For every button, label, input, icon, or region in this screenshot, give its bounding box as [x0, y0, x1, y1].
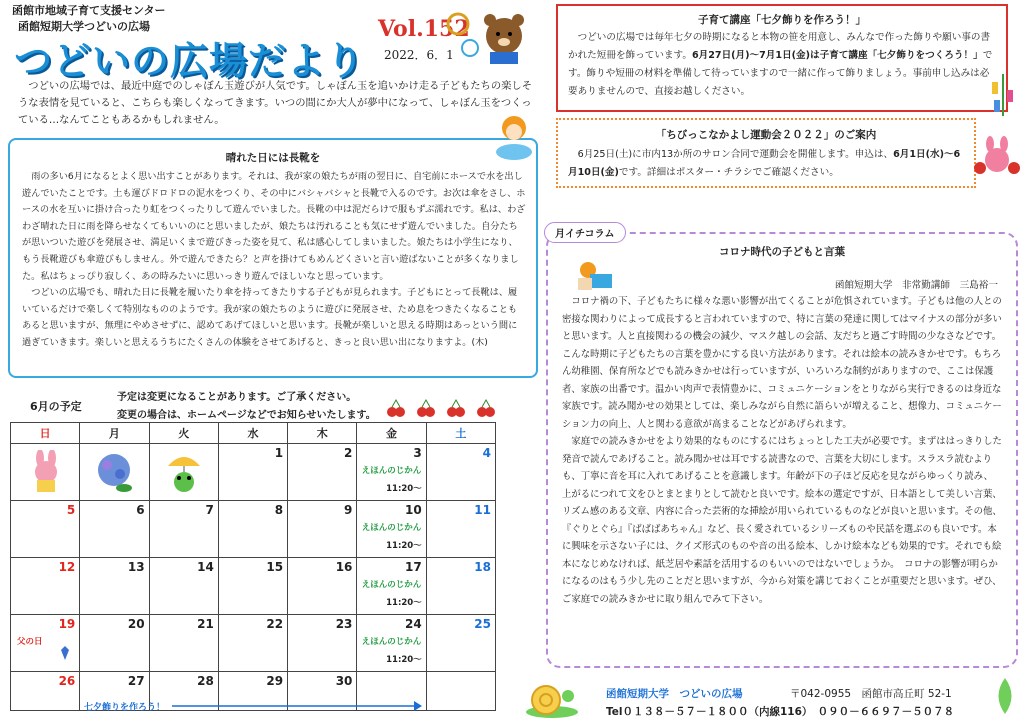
tanabata-event-label: 七夕飾りを作ろう！	[84, 703, 166, 713]
bamboo-decoration-icon	[988, 72, 1018, 118]
calendar-row	[11, 501, 496, 558]
calendar-cell	[149, 615, 218, 672]
calendar-cell	[288, 558, 357, 615]
day-number: 24	[404, 617, 422, 631]
event-time: 11:20～	[386, 655, 422, 665]
course-body-d: です。飾りや短冊の材料を準備して待っていますので一緒に作って飾りましょう。事前申し込みは必要ありませんので、直接お越しください。	[568, 50, 993, 97]
rain-article-paragraph-2: つどいの広場でも、晴れた日に長靴を履いたり傘を持ってきたりする子どもが見られます。子どもにとって長靴は、履いているだけで楽しくて特別なもののようです。我が家の娘たちのように遊びに発展させ、ため息をつきたくなることもあると思いますが、無理にやめさせずに、認めてあげてほしいと思います。長靴が楽しいと思える時期はあっという間に過ぎていきます。楽しいと思えるうちにたくさんの体験をさせてあげると、きっと良い思い出になりますよ。(木)	[22, 287, 518, 348]
calendar-cell	[288, 444, 357, 501]
footer-address: 〒042-0955 函館市高丘町 52-1	[790, 688, 952, 700]
june-calendar	[10, 422, 496, 711]
footer-name: 函館短期大学 つどいの広場	[606, 688, 743, 700]
event-time: 11:20～	[386, 484, 422, 494]
calendar-cell	[80, 444, 149, 501]
schedule-label: 6月の予定	[30, 400, 82, 413]
monthly-column-box	[546, 232, 1018, 668]
day-number: 16	[335, 560, 353, 574]
bear-and-bubbles-icon	[444, 8, 534, 66]
event-ehon: えほんのじかん	[361, 637, 422, 647]
snail-icon	[520, 676, 584, 720]
weekday-fri: 金	[357, 423, 426, 444]
calendar-cell	[11, 501, 80, 558]
calendar-row	[11, 558, 496, 615]
day-number: 7	[205, 503, 214, 517]
day-number: 26	[58, 674, 76, 688]
calendar-cell	[149, 501, 218, 558]
day-number: 25	[474, 617, 491, 631]
calendar-row	[11, 615, 496, 672]
event-ehon: えほんのじかん	[361, 466, 422, 476]
calendar-cell	[426, 501, 495, 558]
day-number: 27	[127, 674, 145, 688]
day-number: 4	[482, 446, 491, 460]
event-ehon: えほんのじかん	[361, 523, 422, 533]
calendar-cell	[80, 501, 149, 558]
column-author: 函館短期大学 非常勤講師 三島裕一	[834, 280, 998, 291]
calendar-cell	[426, 672, 495, 711]
day-number: 9	[344, 503, 353, 517]
calendar-cell	[426, 615, 495, 672]
rain-article-title: 晴れた日には長靴を	[225, 152, 321, 164]
calendar-cell	[149, 558, 218, 615]
calendar-cell	[11, 615, 80, 672]
event-time: 11:20～	[386, 541, 422, 551]
college-label: 函館短期大学つどいの広場	[18, 20, 150, 33]
intro-text: つどいの広場では、最近中庭でのしゃぼん玉遊びが人気です。しゃぼん玉を追いかけ走る子どもたちの楽しそうな表情を見ていると、こちらも楽しくなってきます。いつの間にか大人が夢中になって、しゃぼん玉をつくっている…なんてこともあるかもしれません。	[18, 80, 533, 126]
sports-body-c: です。詳細はポスター・チラシでご確認ください。	[618, 167, 839, 178]
weekday-thu: 木	[288, 423, 357, 444]
day-number: 17	[404, 560, 422, 574]
calendar-cell	[288, 615, 357, 672]
day-number: 8	[274, 503, 284, 517]
day-number: 18	[474, 560, 491, 574]
weekday-wed: 水	[218, 423, 287, 444]
volume-number: Vol.152	[378, 16, 470, 42]
rain-article-paragraph-1: 雨の多い6月になるとよく思い出すことがあります。それは、我が家の娘たちが雨の翌日に、自宅前にホースで水を出し遊んでいたことです。土も運びドロドロの泥水をつくり、その中にバシャバシャと長靴で入るのです。お次は傘をさし、ホースの水を互いに掛け合ったり虹をつくったりして遊んでいました。長靴の中は泥だらけで服もずぶ濡れです。私は、わざわざ晴れた日に雨を降らせなくてもいいのにと思いましたが、娘たちは汚れることも気にせず遊んでいました。自分たちが思いついた遊びを発展させ、満足いくまで遊びきった姿を見て、私は感心してしまいました。娘たちは小学生になり、もう長靴遊びも傘遊びもしません。外で遊んできたら？と声を掛けてもめんどくさいと言い遊ばないことが多くなりました。私はちょっぴり寂しく、あの時みたいに思いっきり遊んでほしいなと思っています。	[22, 171, 526, 282]
calendar-cell	[288, 501, 357, 558]
calendar-cell	[357, 444, 426, 501]
tanabata-course-title: 子育て講座「七夕飾りを作ろう！」	[698, 14, 866, 26]
sports-body-a: 6月25日(土)に市内13か所のサロン合同で運動会を開催します。申込は、	[577, 149, 894, 160]
rabbit-icon	[29, 450, 63, 494]
calendar-cell	[80, 615, 149, 672]
column-title: コロナ時代の子どもと言葉	[719, 246, 845, 258]
day-number: 21	[197, 617, 214, 631]
tanabata-course-box	[556, 4, 1008, 112]
sports-dates: 6月1日(水)～6月10日(金)	[568, 149, 961, 178]
support-center-label: 函館市地域子育て支援センター	[12, 4, 166, 17]
calendar-cell	[11, 558, 80, 615]
calendar-row	[11, 444, 496, 501]
day-number: 6	[136, 503, 145, 517]
footer-tel: Tel０１３８－５７－１８００（内線116） ０９０－６６９７－５０７８	[606, 706, 955, 718]
day-number: 10	[404, 503, 422, 517]
calendar-cell	[218, 615, 287, 672]
calendar-cell	[357, 558, 426, 615]
calendar-cell	[218, 501, 287, 558]
day-number: 5	[66, 503, 76, 517]
weekday-tue: 火	[149, 423, 218, 444]
weekday-sun: 日	[11, 423, 80, 444]
newsletter-title: つどいの広場だより	[14, 39, 366, 83]
day-number: 2	[344, 446, 353, 460]
cheering-rabbit-icon	[974, 136, 1020, 182]
weekday-sat: 土	[426, 423, 495, 444]
calendar-cell	[426, 558, 495, 615]
calendar-cell	[218, 558, 287, 615]
schedule-note-1: 予定は変更になることがあります。ご了承ください。	[117, 392, 357, 403]
hydrangea-icon	[94, 450, 134, 494]
day-number: 13	[127, 560, 145, 574]
calendar-cell	[11, 672, 80, 711]
course-body-a: つどいの広場では毎年七夕の時期になると本物の笹を用意し、みんなで作った飾りや願い事の書かれた短冊を飾っています。	[568, 32, 991, 61]
day-number: 3	[413, 446, 422, 460]
day-number: 11	[474, 503, 491, 517]
event-ehon: えほんのじかん	[361, 580, 422, 590]
necktie-icon	[57, 645, 73, 661]
issue-date: 2022．6．1	[384, 48, 454, 62]
frog-with-umbrella-icon	[164, 448, 204, 494]
day-number: 28	[197, 674, 214, 688]
sports-day-title: 「ちびっこなかよし運動会２０２２」のご案内	[655, 129, 877, 141]
calendar-cell	[357, 501, 426, 558]
fathers-day-label: 父の日	[17, 637, 43, 647]
calendar-cell	[80, 558, 149, 615]
cherries-icon	[384, 398, 508, 418]
day-number: 30	[335, 674, 353, 688]
day-number: 14	[197, 560, 214, 574]
day-number: 22	[266, 617, 284, 631]
day-number: 29	[266, 674, 284, 688]
calendar-cell	[426, 444, 495, 501]
course-dates: 6月27日(月)～7月1日(金)	[691, 50, 811, 61]
day-number: 12	[58, 560, 76, 574]
leaf-decoration-icon	[990, 676, 1020, 716]
rain-article-box	[8, 138, 538, 378]
schedule-note-2: 変更の場合は、ホームページなどでお知らせいたします。	[117, 410, 376, 421]
calendar-cell	[218, 444, 287, 501]
child-with-umbrella-icon	[490, 112, 538, 162]
day-number: 15	[266, 560, 284, 574]
course-body-c: は子育て講座「七夕飾りをつくろう！」	[810, 50, 983, 61]
column-tag: 月イチコラム	[544, 222, 626, 243]
sports-day-box	[556, 118, 976, 188]
event-time: 11:20～	[386, 598, 422, 608]
column-paragraph-2: 家庭での読みきかせをより効果的なものにするにはちょっとした工夫が必要です。まずははっきりした発音で読んであげること。読み聞かせは耳でする読書なので、言葉を大切にします。スラスラ読むよりも、丁寧に音を耳に入れてあげることを意識します。年齢が下の子ほど反応を見ながらゆっくり読み、上がるにつれて文をひとまとまりとして読むと良いです。絵本の選定ですが、日本語として美しい言葉、リズム感のある文章、内容に合った芸術的な挿絵が用いられているものなどが良いと思います。その他、『ぐりとぐら』『ばばばあちゃん』など、長く愛されているシリーズものや民話を選ぶのも良いです。本に興味を示さない子には、クイズ形式のものや音の出る絵本、しかけ絵本なども効果的です。それでも絵本になじめなければ、紙芝居や素話を活用するのもいいのではないでしょうか。 コロナの影響が明らかになるのはもう少し先のことだと思いますが、今から対策を講じておくことが重要だと思います。ぜひ、ご家庭での読みきかせに取り組んでみて下さい。	[562, 436, 1002, 605]
day-number: 1	[274, 446, 284, 460]
reading-child-icon	[574, 260, 614, 292]
day-number: 19	[58, 617, 76, 631]
tanabata-arrow-icon	[172, 700, 422, 712]
calendar-cell	[11, 444, 80, 501]
calendar-cell	[357, 615, 426, 672]
day-number: 23	[335, 617, 353, 631]
weekday-mon: 月	[80, 423, 149, 444]
day-number: 20	[127, 617, 145, 631]
calendar-cell	[149, 444, 218, 501]
column-paragraph-1: コロナ禍の下、子どもたちに様々な悪い影響が出てくることが危惧されています。子どもは他の人との密接な関わりによって成長すると言われていますので、特に言葉の発達に関してはマイナスの部分が多いと思います。人と直接関わるの機会の減少、マスク越しの会話、友だちと過ごす時間の少なさなどです。こんな時期に子どもたちの言葉を豊かにする良い方法があります。それは絵本の読みきかせです。もちろん幼稚園、保育所などでも読みきかせは行っていますが、いろいろな制約がありますので、ここは保護者、家族の出番です。温かい肉声で表情豊かに、コミュニケーションをとりながら実行できるのは身近な家族です。読み聞かせの効果としては、楽しみながら自然に語らいが増えること、想像力、コミュニケーション力の向上、人と関わる意欲が高まることなどがあげられます。	[562, 296, 1002, 430]
